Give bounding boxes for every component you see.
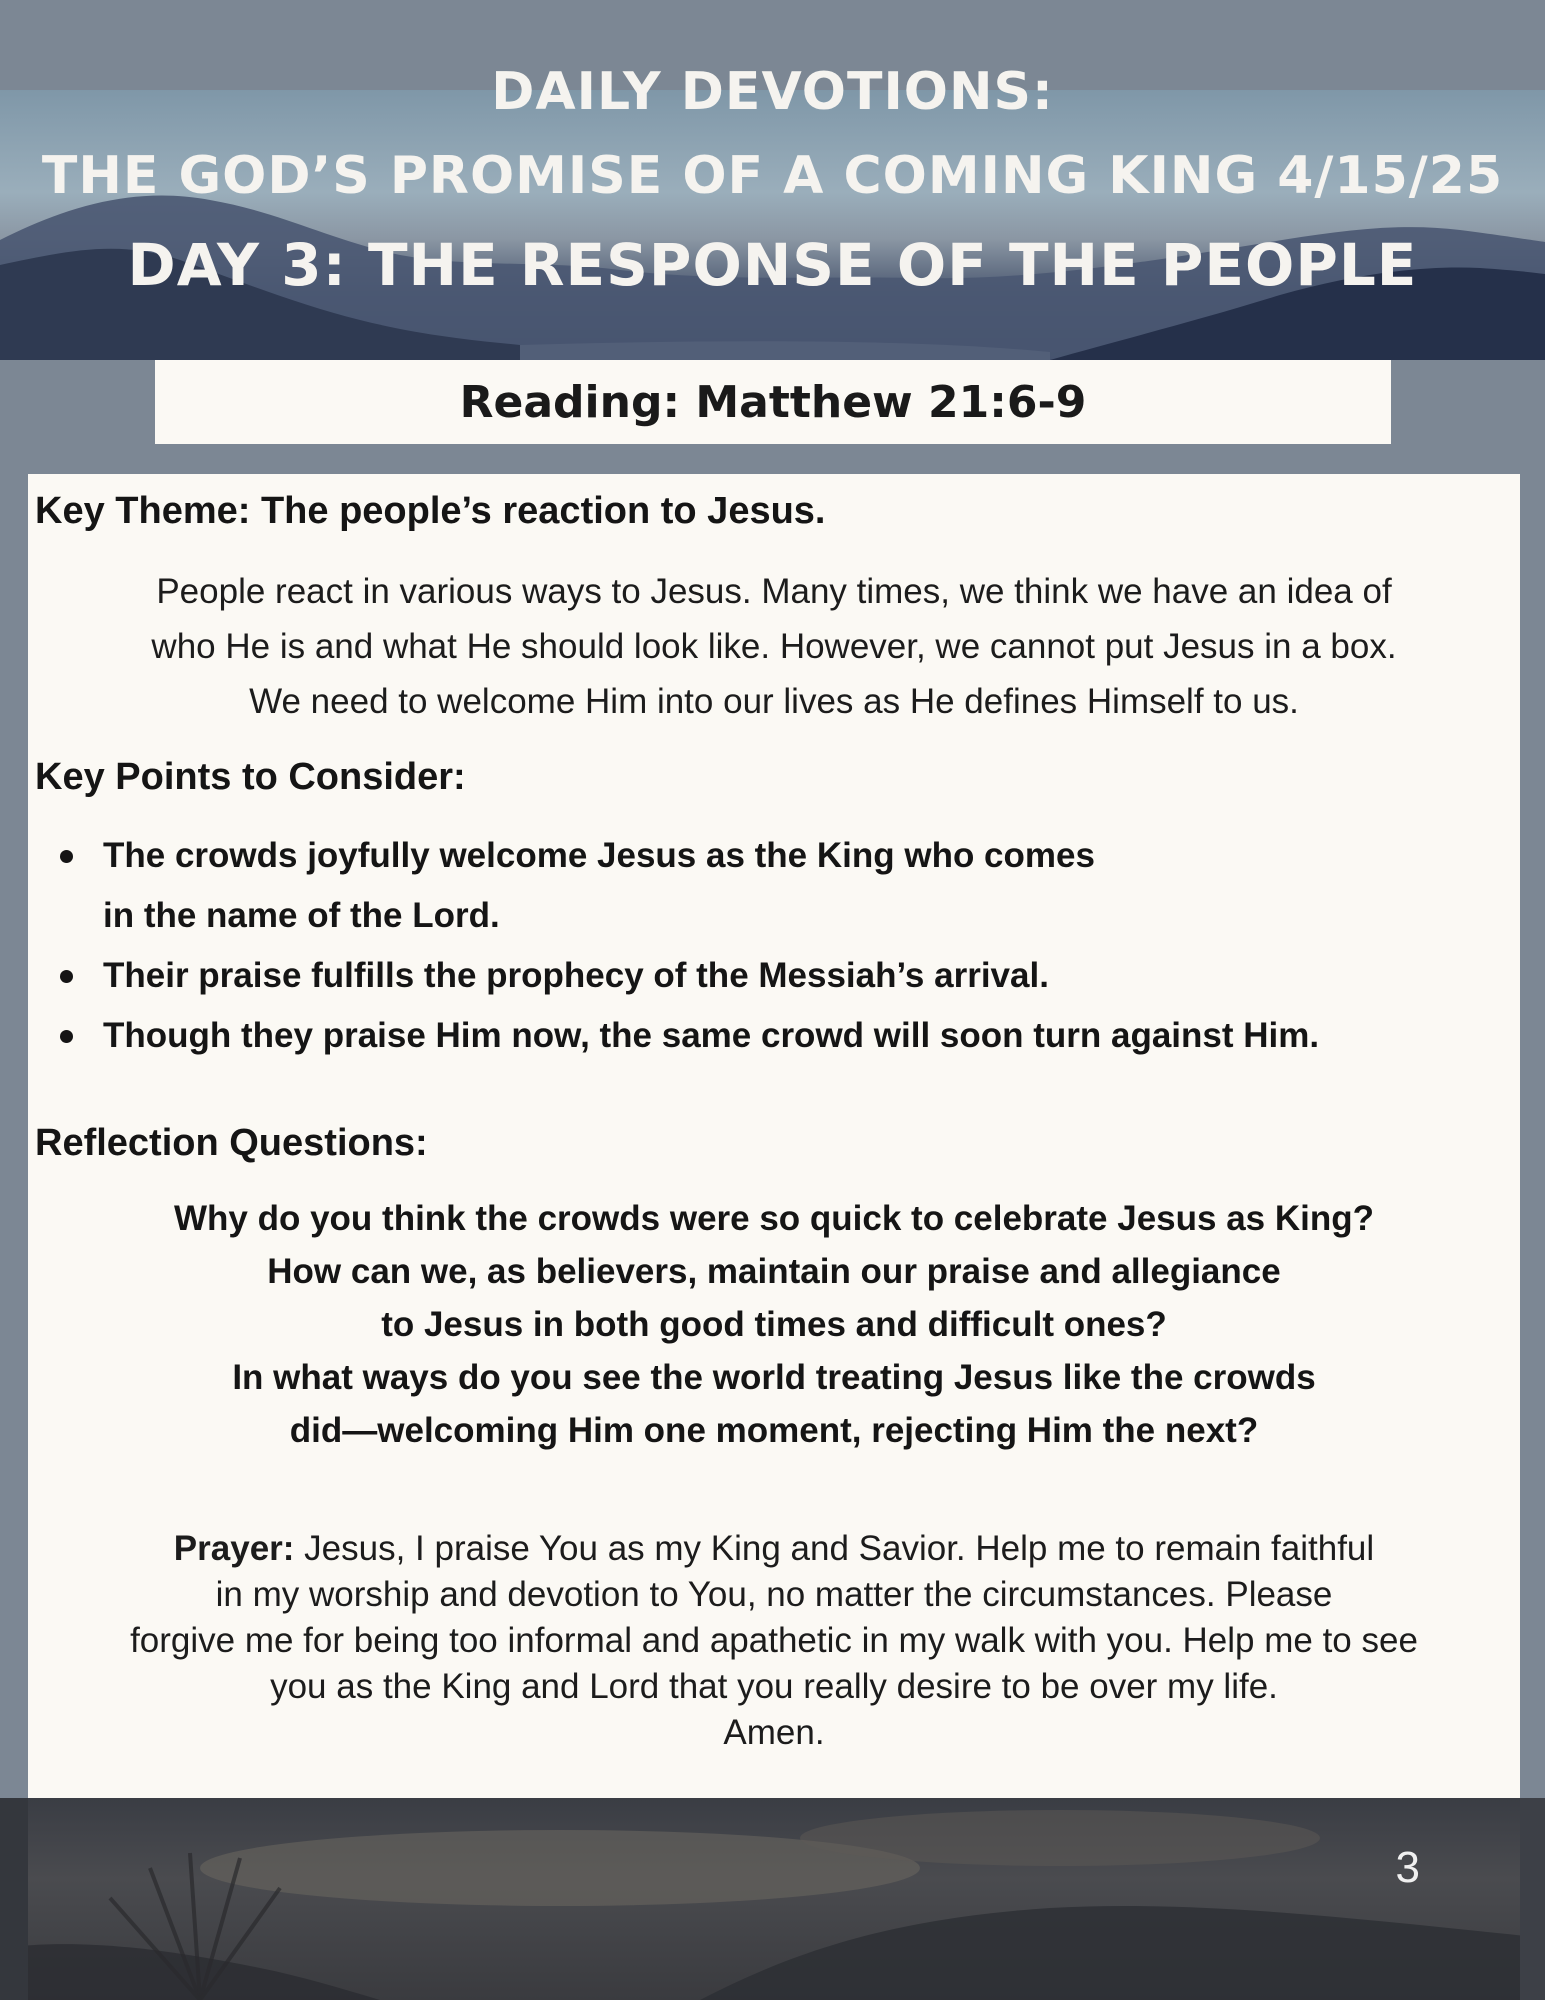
key-points-heading: Key Points to Consider: [35, 756, 466, 798]
list-item [60, 1006, 1500, 1066]
key-theme-line: We need to welcome Him into our lives as He defines Himself to us. [249, 682, 1299, 721]
question-line: In what ways do you see the world treating Jesus like the crowds [232, 1358, 1316, 1397]
reflection-questions [28, 1192, 1520, 1457]
key-points-list [60, 826, 1500, 1066]
list-item-line: The crowds joyfully welcome Jesus as the King who comes [103, 836, 1095, 875]
key-theme-line: who He is and what He should look like. However, we cannot put Jesus in a box. [151, 627, 1397, 666]
footer-edge [1520, 1798, 1545, 2000]
prayer-line: you as the King and Lord that you really desire to be over my life. [270, 1667, 1278, 1706]
question-line: did—welcoming Him one moment, rejecting Him the next? [289, 1411, 1259, 1450]
list-item [60, 826, 1500, 946]
bullet-dot-icon [60, 850, 73, 863]
key-theme-text [28, 564, 1520, 729]
reflection-heading: Reflection Questions: [35, 1122, 428, 1164]
page-number: 3 [1395, 1843, 1420, 1892]
title-line-2: THE GOD’S PROMISE OF A COMING KING 4/15/25 [41, 146, 1504, 206]
prayer-label: Prayer: [173, 1529, 295, 1568]
desert-landscape-graphic [0, 1798, 1545, 2000]
prayer-line: in my worship and devotion to You, no matter the circumstances. Please [215, 1575, 1333, 1614]
content-panel [28, 474, 1520, 1800]
prayer-line: forgive me for being too informal and apathetic in my walk with you. Help me to see [130, 1621, 1418, 1660]
question-line: How can we, as believers, maintain our praise and allegiance [267, 1252, 1281, 1291]
page-title [0, 52, 1545, 310]
footer-landscape-image [0, 1798, 1545, 2000]
key-theme-heading: Key Theme: The people’s reaction to Jesus. [35, 490, 826, 532]
bullet-dot-icon [60, 1030, 73, 1043]
footer-edge [0, 1798, 28, 2000]
title-line-1: DAILY DEVOTIONS: [491, 62, 1054, 122]
list-item-line: Their praise fulfills the prophecy of the Messiah’s arrival. [103, 956, 1049, 995]
prayer-first-line [28, 1526, 1520, 1572]
list-item-line: in the name of the Lord. [103, 896, 500, 935]
list-item [60, 946, 1500, 1006]
list-item-line: Though they praise Him now, the same crowd will soon turn against Him. [103, 1016, 1320, 1055]
bullet-dot-icon [60, 970, 73, 983]
key-theme-line: People react in various ways to Jesus. Many times, we think we have an idea of [156, 572, 1392, 611]
prayer-text [28, 1526, 1520, 1756]
question-line: Why do you think the crowds were so quick to celebrate Jesus as King? [174, 1199, 1374, 1238]
prayer-line: Jesus, I praise You as my King and Savior. Help me to remain faithful [294, 1529, 1375, 1568]
reading-reference: Reading: Matthew 21:6-9 [459, 376, 1087, 428]
prayer-amen: Amen. [723, 1713, 825, 1752]
title-line-3: DAY 3: THE RESPONSE OF THE PEOPLE [127, 231, 1418, 299]
reading-box [155, 360, 1391, 444]
question-line: to Jesus in both good times and difficult ones? [381, 1305, 1167, 1344]
